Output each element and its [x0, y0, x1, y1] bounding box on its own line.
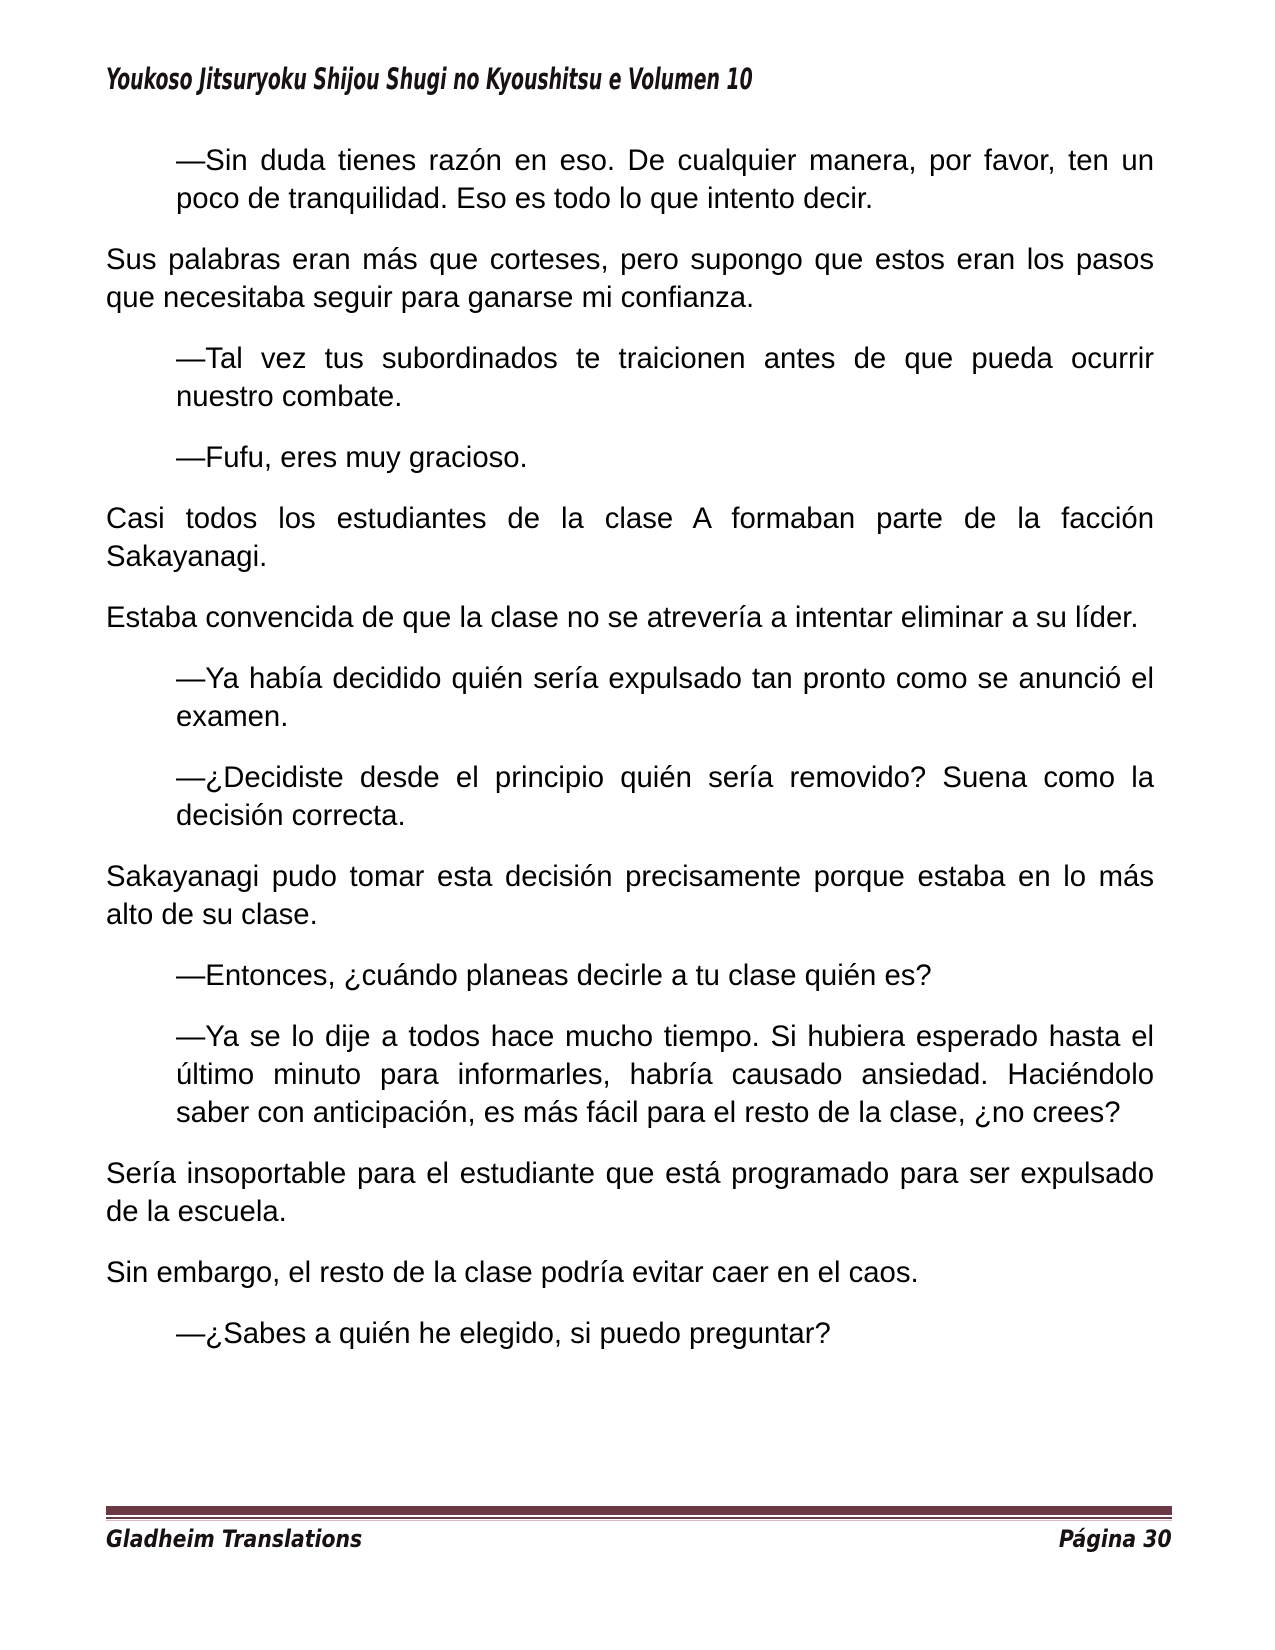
footer-rule-thick-bar: [106, 1506, 1172, 1515]
narration-paragraph: Sin embargo, el resto de la clase podría evitar caer en el caos.: [106, 1256, 919, 1289]
page-footer: [106, 1506, 1172, 1559]
narration-paragraph: Casi todos los estudiantes de la clase A formaban parte de la facción Sakayanagi.: [106, 502, 1154, 573]
footer-page-number: Página 30: [1059, 1525, 1172, 1553]
narration-paragraph: Sus palabras eran más que corteses, pero supongo que estos eran los pasos que necesitaba seguir para ganarse mi confianza.: [106, 243, 1154, 314]
narration-paragraph: Estaba convencida de que la clase no se atrevería a intentar eliminar a su líder.: [106, 601, 1139, 634]
dialogue-paragraph: —¿Decidiste desde el principio quién sería removido? Suena como la decisión correcta.: [176, 761, 1154, 832]
dialogue-paragraph: —Entonces, ¿cuándo planeas decirle a tu clase quién es?: [176, 959, 932, 992]
dialogue-paragraph: —Ya se lo dije a todos hace mucho tiempo. Si hubiera esperado hasta el último minuto para informarles, habría causado ansiedad. Haciéndolo saber con anticipación, es más fácil para el resto de la clase, ¿no crees?: [176, 1020, 1154, 1129]
footer-rule: [106, 1506, 1172, 1521]
body-paragraphs: [106, 142, 1154, 1376]
dialogue-paragraph: —Sin duda tienes razón en eso. De cualquier manera, por favor, ten un poco de tranquilidad. Eso es todo lo que intento decir.: [176, 144, 1154, 215]
dialogue-paragraph: —¿Sabes a quién he elegido, si puedo preguntar?: [176, 1317, 831, 1350]
footer-text-row: [106, 1525, 1172, 1559]
footer-translator-label: Gladheim Translations: [106, 1525, 363, 1553]
dialogue-paragraph: —Ya había decidido quién sería expulsado tan pronto como se anunció el examen.: [176, 662, 1154, 733]
footer-rule-faint-line: [106, 1520, 1172, 1521]
page-header-title: Youkoso Jitsuryoku Shijou Shugi no Kyoushitsu e Volumen 10: [106, 62, 753, 96]
narration-paragraph: Sakayanagi pudo tomar esta decisión precisamente porque estaba en lo más alto de su clase.: [106, 860, 1154, 931]
dialogue-paragraph: —Tal vez tus subordinados te traicionen antes de que pueda ocurrir nuestro combate.: [176, 342, 1154, 413]
narration-paragraph: Sería insoportable para el estudiante que está programado para ser expulsado de la escuela.: [106, 1157, 1154, 1228]
dialogue-paragraph: —Fufu, eres muy gracioso.: [176, 441, 528, 474]
